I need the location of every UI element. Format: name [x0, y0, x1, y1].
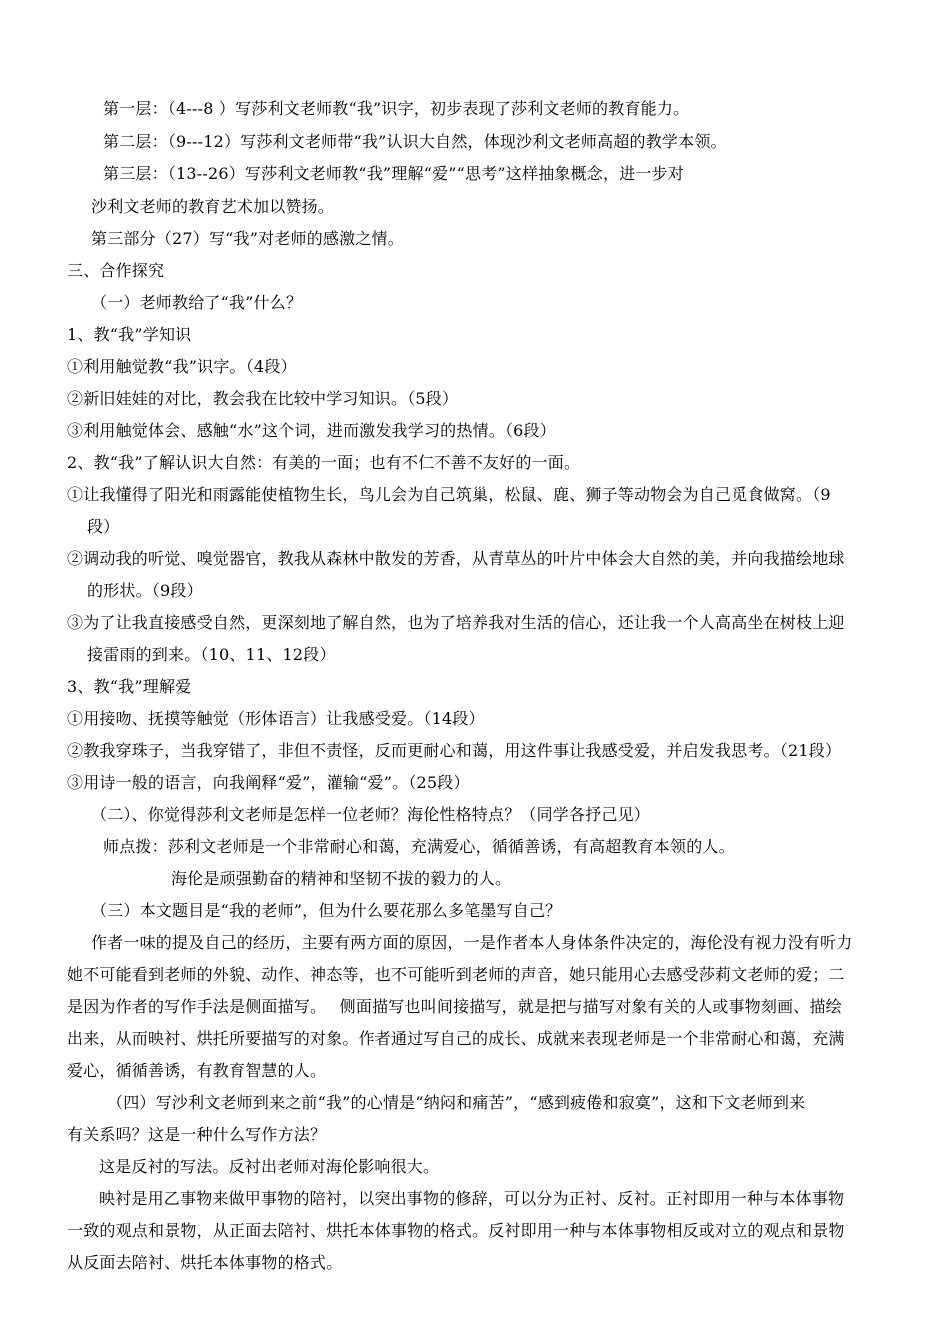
- list-item: ③为了让我直接感受自然，更深刻地了解自然，也为了培养我对生活的信心，还让我一个人高高坐在树枝上迎: [67, 613, 845, 632]
- subsection-heading: （一）老师教给了“我”什么？: [91, 293, 303, 312]
- list-heading: 3、教“我”理解爱: [67, 677, 192, 696]
- list-item: ③利用触觉体会、感触“水”这个词，进而激发我学习的热情。（6段）: [67, 421, 556, 440]
- paragraph-line: 是因为作者的写作手法是侧面描写。 侧面描写也叫间接描写，就是把与描写对象有关的人或事物刻画、描绘: [67, 997, 842, 1016]
- text-line: 海伦是顽强勤奋的精神和坚韧不拔的毅力的人。: [171, 869, 512, 888]
- list-heading: 2、教“我”了解认识大自然：有美的一面；也有不仁不善不友好的一面。: [67, 453, 581, 472]
- list-item: ①利用触觉教“我”识字。（4段）: [67, 357, 297, 376]
- paragraph-line: 映衬是用乙事物来做甲事物的陪衬，以突出事物的修辞，可以分为正衬、反衬。正衬即用一种与本体事物: [99, 1189, 845, 1208]
- list-item: ②新旧娃娃的对比，教会我在比较中学习知识。（5段）: [67, 389, 459, 408]
- list-item: ①用接吻、抚摸等触觉（形体语言）让我感受爱。（14段）: [67, 709, 485, 728]
- list-item: ①让我懂得了阳光和雨露能使植物生长，鸟儿会为自己筑巢，松鼠、鹿、狮子等动物会为自己觅食做窝。（9: [67, 485, 831, 504]
- paragraph-line: 有关系吗？这是一种什么写作方法？: [67, 1125, 327, 1144]
- paragraph-line: 这是反衬的写法。反衬出老师对海伦影响很大。: [99, 1157, 440, 1176]
- text-line: 沙利文老师的教育艺术加以赞扬。: [91, 197, 335, 216]
- section-heading: 三、合作探究: [67, 261, 165, 280]
- list-item: ③用诗一般的语言，向我阐释“爱”，灌输“爱”。（25段）: [67, 773, 470, 792]
- list-item-continuation: 段）: [87, 517, 120, 536]
- text-line: 师点拨：莎利文老师是一个非常耐心和蔼，充满爱心，循循善诱，有高超教育本领的人。: [103, 837, 735, 856]
- subsection-heading: （四）写沙利文老师到来之前“我”的心情是“纳闷和痛苦”，“感到疲倦和寂寞”，这和下文老师到来: [107, 1093, 806, 1112]
- subsection-heading: （二）、你觉得莎利文老师是怎样一位老师？海伦性格特点？（同学各抒己见）: [91, 805, 651, 824]
- list-item: ②教我穿珠子，当我穿错了，非但不责怪，反而更耐心和蔼，用这件事让我感受爱，并启发我思考。（21段）: [67, 741, 842, 760]
- paragraph-line: 爱心，循循善诱，有教育智慧的人。: [67, 1061, 327, 1080]
- list-item-continuation: 接雷雨的到来。（10、11、12段）: [87, 645, 336, 664]
- text-line: 第三层：（13--26）写莎利文老师教“我”理解“爱”“思考”这样抽象概念，进一步对: [103, 164, 685, 183]
- list-item: ②调动我的听觉、嗅觉器官，教我从森林中散发的芳香，从青草丛的叶片中体会大自然的美，并向我描绘地球: [67, 549, 845, 568]
- list-heading: 1、教“我”学知识: [67, 325, 192, 344]
- paragraph-line: 从反面去陪衬、烘托本体事物的格式。: [67, 1253, 343, 1272]
- subsection-heading: （三）本文题目是“我的老师”，但为什么要花那么多笔墨写自己？: [91, 901, 562, 920]
- paragraph-line: 作者一味的提及自己的经历，主要有两方面的原因，一是作者本人身体条件决定的，海伦没有视力没有听力: [91, 933, 853, 952]
- paragraph-line: 出来，从而映衬、烘托所要描写的对象。作者通过写自己的成长、成就来表现老师是一个非常耐心和蔼，充满: [67, 1029, 845, 1048]
- text-line: 第一层：（4---8 ）写莎利文老师教“我”识字，初步表现了莎利文老师的教育能力。: [103, 99, 690, 118]
- list-item-continuation: 的形状。（9段）: [87, 581, 203, 600]
- paragraph-line: 一致的观点和景物，从正面去陪衬、烘托本体事物的格式。反衬即用一种与本体事物相反或对立的观点和景物: [67, 1221, 845, 1240]
- paragraph-line: 她不可能看到老师的外貌、动作、神态等，也不可能听到老师的声音，她只能用心去感受莎莉文老师的爱；二: [67, 965, 845, 984]
- text-line: 第二层：（9---12）写莎利文老师带“我”认识大自然，体现沙利文老师高超的教学本领。: [103, 132, 727, 151]
- text-line: 第三部分（27）写“我”对老师的感激之情。: [91, 229, 404, 248]
